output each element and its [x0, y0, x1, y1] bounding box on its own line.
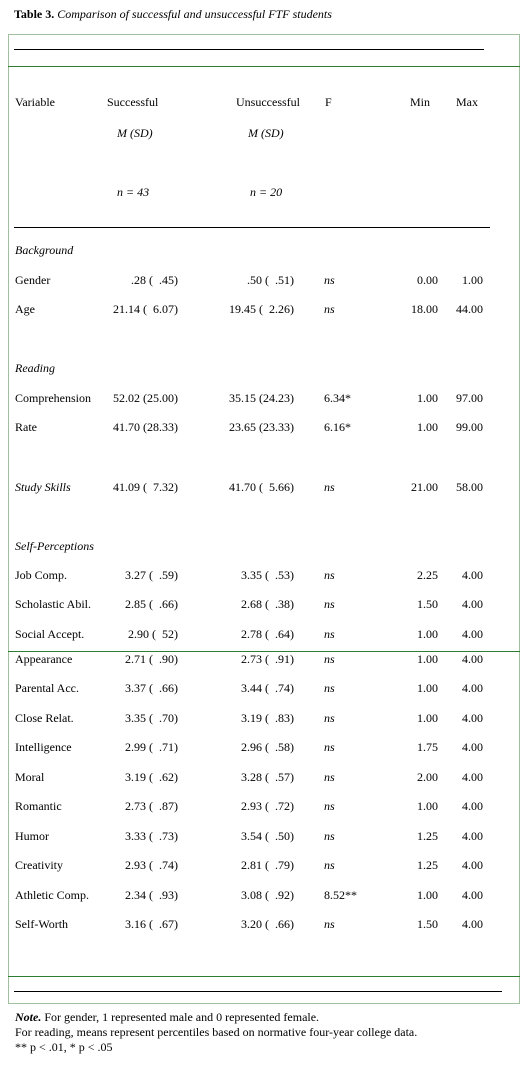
note-label: Note. — [15, 1010, 42, 1024]
section-reading: Reading — [15, 361, 55, 375]
cell-successful: .28 ( .45) — [131, 273, 178, 287]
cell-f: 6.16* — [324, 420, 351, 434]
cell-variable: Study Skills — [15, 480, 71, 494]
cell-f: ns — [324, 681, 335, 695]
cell-min: 1.25 — [417, 829, 438, 843]
table-caption — [14, 7, 332, 22]
cell-max: 4.00 — [462, 829, 483, 843]
cell-min: 1.00 — [417, 799, 438, 813]
cell-variable: Scholastic Abil. — [15, 597, 91, 611]
green-rule-bottom — [8, 976, 520, 977]
cell-min: 1.00 — [417, 652, 438, 666]
cell-min: 21.00 — [411, 480, 438, 494]
header-max: Max — [456, 95, 478, 109]
header-n-successful: n = 43 — [117, 185, 150, 199]
cell-unsuccessful: 2.73 ( .91) — [241, 652, 294, 666]
cell-unsuccessful: 2.81 ( .79) — [241, 858, 294, 872]
cell-max: 99.00 — [456, 420, 483, 434]
cell-f: ns — [324, 858, 335, 872]
cell-successful: 41.09 ( 7.32) — [113, 480, 178, 494]
cell-min: 2.25 — [417, 568, 438, 582]
cell-max: 4.00 — [462, 858, 483, 872]
cell-unsuccessful: 2.78 ( .64) — [241, 627, 294, 641]
cell-min: 1.00 — [417, 420, 438, 434]
cell-unsuccessful: .50 ( .51) — [247, 273, 294, 287]
section-self-perceptions: Self-Perceptions — [15, 539, 94, 553]
cell-unsuccessful: 2.68 ( .38) — [241, 597, 294, 611]
cell-max: 4.00 — [462, 652, 483, 666]
cell-min: 1.75 — [417, 740, 438, 754]
note-line-1 — [15, 1010, 417, 1025]
cell-variable: Romantic — [15, 799, 62, 813]
cell-unsuccessful: 3.20 ( .66) — [241, 917, 294, 931]
cell-max: 4.00 — [462, 597, 483, 611]
cell-variable: Gender — [15, 273, 51, 287]
cell-min: 2.00 — [417, 770, 438, 784]
cell-successful: 2.73 ( .87) — [125, 799, 178, 813]
cell-max: 4.00 — [462, 568, 483, 582]
cell-unsuccessful: 3.08 ( .92) — [241, 888, 294, 902]
cell-f: ns — [324, 302, 335, 316]
cell-unsuccessful: 19.45 ( 2.26) — [229, 302, 294, 316]
cell-f: ns — [324, 627, 335, 641]
cell-unsuccessful: 3.28 ( .57) — [241, 770, 294, 784]
cell-max: 4.00 — [462, 740, 483, 754]
cell-f: ns — [324, 568, 335, 582]
cell-min: 0.00 — [417, 273, 438, 287]
cell-f: ns — [324, 770, 335, 784]
cell-successful: 2.71 ( .90) — [125, 652, 178, 666]
cell-unsuccessful: 3.19 ( .83) — [241, 711, 294, 725]
cell-f: ns — [324, 273, 335, 287]
cell-f: ns — [324, 740, 335, 754]
cell-successful: 3.33 ( .73) — [125, 829, 178, 843]
cell-unsuccessful: 2.96 ( .58) — [241, 740, 294, 754]
note-significance: ** p < .01, * p < .05 — [15, 1040, 113, 1054]
cell-variable: Creativity — [15, 858, 63, 872]
section-background: Background — [15, 243, 74, 257]
cell-f: ns — [324, 652, 335, 666]
header-msd-unsuccessful: M (SD) — [248, 126, 284, 140]
cell-successful: 2.93 ( .74) — [125, 858, 178, 872]
cell-unsuccessful: 23.65 (23.33) — [229, 420, 294, 434]
cell-min: 1.00 — [417, 391, 438, 405]
cell-max: 4.00 — [462, 917, 483, 931]
cell-unsuccessful: 35.15 (24.23) — [229, 391, 294, 405]
cell-f: ns — [324, 597, 335, 611]
cell-successful: 2.90 ( 52) — [128, 627, 178, 641]
cell-unsuccessful: 3.44 ( .74) — [241, 681, 294, 695]
cell-variable: Age — [15, 302, 35, 316]
green-rule-top — [8, 66, 520, 67]
header-rule — [14, 227, 490, 228]
cell-max: 58.00 — [456, 480, 483, 494]
cell-variable: Close Relat. — [15, 711, 74, 725]
cell-successful: 2.99 ( .71) — [125, 740, 178, 754]
cell-max: 4.00 — [462, 711, 483, 725]
cell-f: 8.52** — [324, 888, 357, 902]
cell-min: 1.00 — [417, 681, 438, 695]
cell-successful: 41.70 (28.33) — [113, 420, 178, 434]
header-msd-successful: M (SD) — [117, 126, 153, 140]
cell-min: 1.00 — [417, 711, 438, 725]
note-text-1: For gender, 1 represented male and 0 represented female. — [44, 1010, 320, 1024]
header-f: F — [325, 95, 332, 109]
cell-successful: 3.16 ( .67) — [125, 917, 178, 931]
header-unsuccessful: Unsuccessful — [236, 95, 300, 109]
cell-variable: Moral — [15, 770, 45, 784]
cell-variable: Appearance — [15, 652, 73, 666]
cell-f: ns — [324, 799, 335, 813]
cell-successful: 2.34 ( .93) — [125, 888, 178, 902]
cell-variable: Social Accept. — [15, 627, 85, 641]
table-note — [15, 1010, 417, 1055]
note-line-2: For reading, means represent percentiles based on normative four-year college data. — [15, 1025, 418, 1039]
cell-f: ns — [324, 711, 335, 725]
cell-f: ns — [324, 917, 335, 931]
cell-min: 1.50 — [417, 597, 438, 611]
sig-single: * p < .05 — [69, 1040, 113, 1054]
cell-f: ns — [324, 480, 335, 494]
cell-unsuccessful: 3.35 ( .53) — [241, 568, 294, 582]
cell-variable: Humor — [15, 829, 49, 843]
table-title: Comparison of successful and unsuccessful FTF students — [57, 7, 332, 21]
cell-min: 1.00 — [417, 888, 438, 902]
header-variable: Variable — [15, 95, 55, 109]
cell-variable: Comprehension — [15, 391, 91, 405]
cell-max: 1.00 — [462, 273, 483, 287]
cell-successful: 52.02 (25.00) — [113, 391, 178, 405]
cell-min: 1.00 — [417, 627, 438, 641]
cell-max: 4.00 — [462, 799, 483, 813]
header-min: Min — [409, 95, 430, 109]
bottom-rule — [14, 991, 502, 992]
cell-variable: Intelligence — [15, 740, 72, 754]
cell-min: 1.25 — [417, 858, 438, 872]
sig-double: ** p < .01 — [15, 1040, 64, 1054]
cell-f: ns — [324, 829, 335, 843]
cell-variable: Rate — [15, 420, 37, 434]
cell-successful: 3.27 ( .59) — [125, 568, 178, 582]
cell-successful: 3.35 ( .70) — [125, 711, 178, 725]
cell-successful: 3.37 ( .66) — [125, 681, 178, 695]
header-n-unsuccessful: n = 20 — [250, 185, 283, 199]
cell-max: 97.00 — [456, 391, 483, 405]
cell-variable: Self-Worth — [15, 917, 69, 931]
cell-f: 6.34* — [324, 391, 351, 405]
top-rule — [14, 49, 484, 50]
cell-variable: Job Comp. — [15, 568, 68, 582]
cell-min: 1.50 — [417, 917, 438, 931]
cell-successful: 3.19 ( .62) — [125, 770, 178, 784]
header-successful: Successful — [107, 95, 159, 109]
cell-max: 4.00 — [462, 681, 483, 695]
cell-max: 44.00 — [456, 302, 483, 316]
cell-variable: Athletic Comp. — [15, 888, 89, 902]
cell-max: 4.00 — [462, 888, 483, 902]
cell-unsuccessful: 2.93 ( .72) — [241, 799, 294, 813]
cell-variable: Parental Acc. — [15, 681, 79, 695]
cell-max: 4.00 — [462, 627, 483, 641]
cell-unsuccessful: 3.54 ( .50) — [241, 829, 294, 843]
cell-successful: 21.14 ( 6.07) — [113, 302, 178, 316]
table-number: Table 3. — [14, 7, 55, 21]
cell-min: 18.00 — [411, 302, 438, 316]
cell-successful: 2.85 ( .66) — [125, 597, 178, 611]
cell-max: 4.00 — [462, 770, 483, 784]
cell-unsuccessful: 41.70 ( 5.66) — [229, 480, 294, 494]
